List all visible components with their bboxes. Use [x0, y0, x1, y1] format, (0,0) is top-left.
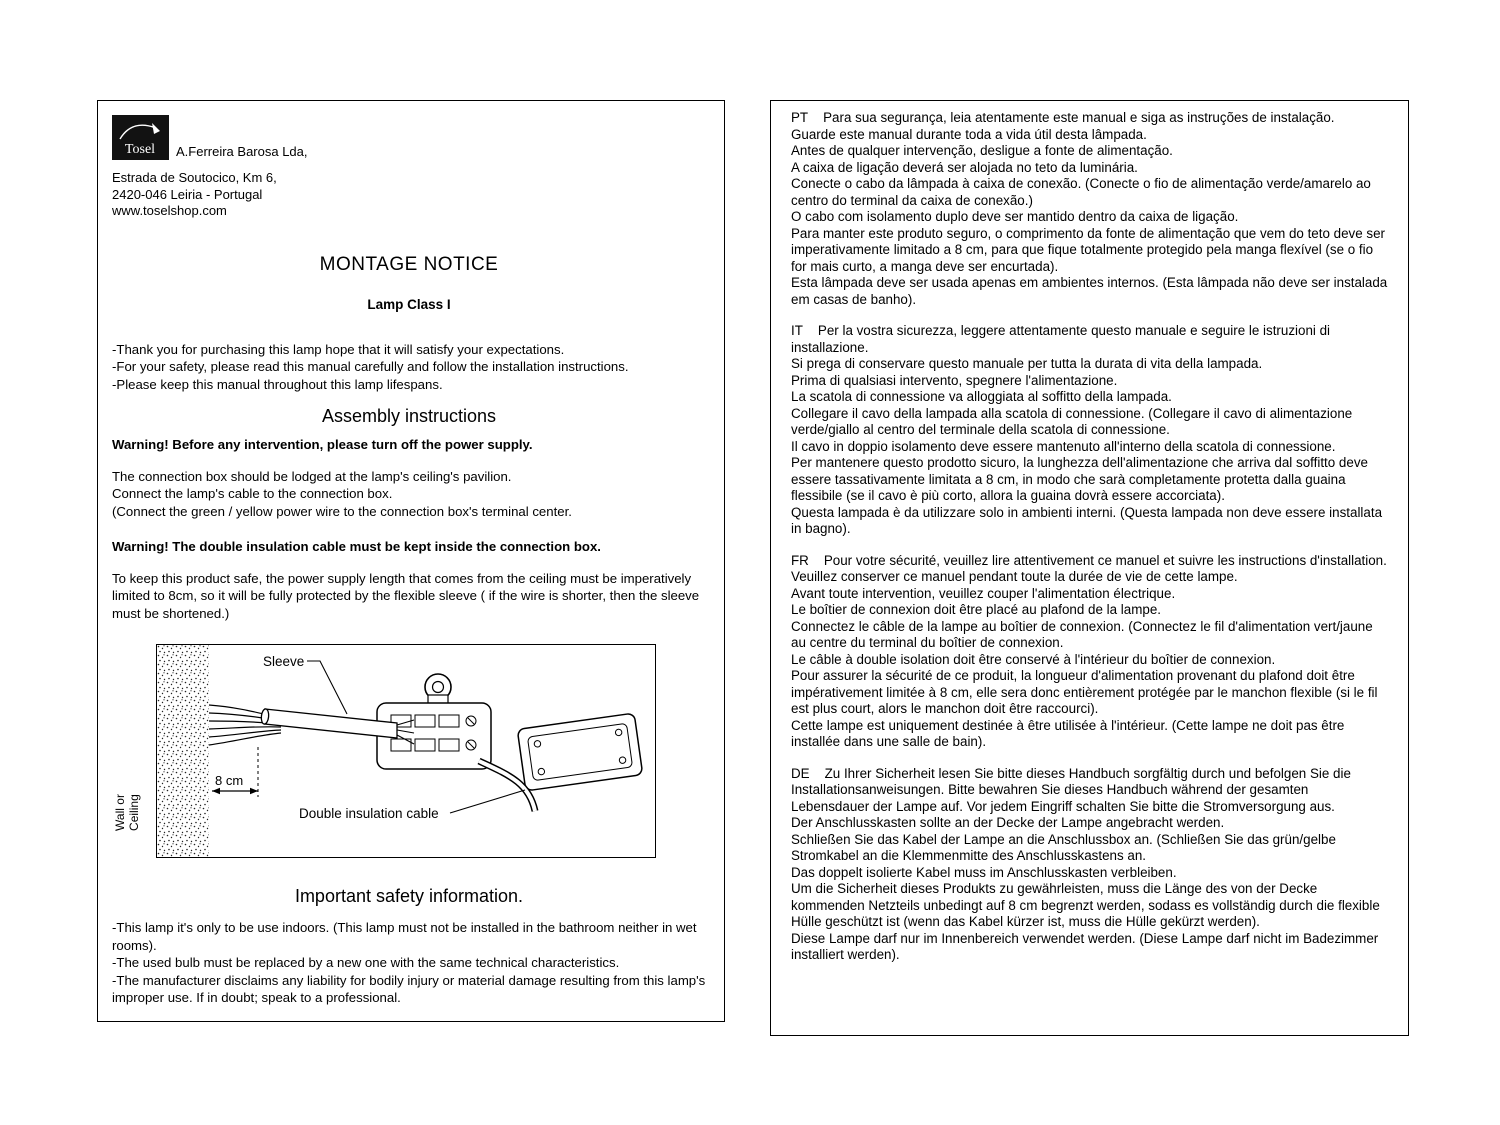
text-line: Le câble à double isolation doit être conservé à l'intérieur du boîtier de connexion. — [791, 651, 1276, 667]
lang-intro-text: Zu Ihrer Sicherheit lesen Sie bitte dieses Handbuch sorgfältig durch und befolgen Sie die Installationsanweisungen. Bitte bewahren Sie dieses Handbuch während der gesamten Lebensdauer der Lampe auf. Vor jedem Eingriff schalten Sie bitte die Stromversorgung aus. — [791, 765, 1351, 814]
text-line: The connection box should be lodged at the lamp's ceiling's pavilion. — [112, 468, 512, 484]
warning-insulation: Warning! The double insulation cable must be kept inside the connection box. — [112, 539, 601, 554]
text-line: Per mantenere questo prodotto sicuro, la lunghezza dell'alimentazione che arriva dal soffitto deve essere tassativamente limitata a 8 cm, in modo che sarà completamente protetta dalla guaina flessibile (se il cavo è più corto, allora la guaina dovrà essere accorciata). — [791, 455, 1368, 503]
lang-intro-line — [791, 766, 1390, 816]
lang-body-fr — [791, 586, 1390, 751]
text-line: Avant toute intervention, veuillez couper l'alimentation électrique. — [791, 585, 1176, 601]
lang-intro-line — [791, 110, 1390, 127]
text-line: Ceiling — [126, 794, 141, 831]
lang-section-de — [791, 766, 1390, 964]
company-name: A.Ferreira Barosa Lda, — [176, 144, 308, 159]
text-line: Si prega di conservare questo manuale per tutta la durata di vita della lampada. — [791, 356, 1263, 371]
lang-code-it: IT — [791, 323, 803, 338]
text-line: Cette lampe est uniquement destinée à être utilisée à l'intérieur. (Cette lampe ne doit pas être installée dans une salle de bain). — [791, 717, 1345, 749]
text-line: O cabo com isolamento duplo deve ser mantido dentro da caixa de ligação. — [791, 209, 1239, 224]
sleeve-label: Sleeve — [263, 654, 305, 669]
lang-intro-line — [791, 553, 1390, 586]
tosel-logo — [112, 115, 169, 160]
lang-intro-text: Per la vostra sicurezza, leggere attentamente questo manuale e seguire le istruzioni di installazione. — [791, 323, 1331, 355]
text-line: Estrada de Soutocico, Km 6, — [112, 170, 277, 185]
text-line: -This lamp it's only to be use indoors. (This lamp must not be installed in the bathroom neither in wet rooms). — [112, 920, 697, 953]
page-title: MONTAGE NOTICE — [319, 253, 499, 275]
text-line: Wall or — [112, 794, 127, 831]
lang-code-de: DE — [791, 765, 810, 781]
cover-plate-drawing — [517, 713, 642, 791]
installation-diagram-drawing — [157, 645, 655, 857]
text-line: Questa lampada è da utilizzare solo in ambienti interni. (Questa lampada non deve essere installata in bagno). — [791, 504, 1383, 536]
lang-intro-text: Pour votre sécurité, veuillez lire attentivement ce manuel et suivre les instructions d'installation. Veuillez conserver ce manuel pendant toute la durée de vie de cette lampe. — [791, 552, 1387, 584]
dimension-8cm — [212, 747, 258, 797]
english-panel — [97, 100, 725, 1022]
text-line: Das doppelt isolierte Kabel muss im Anschlusskasten verbleiben. — [791, 864, 1177, 880]
assembly-heading: Assembly instructions — [321, 406, 497, 426]
lang-intro-text: Para sua segurança, leia atentamente este manual e siga as instruções de instalação. — [823, 110, 1335, 125]
company-address — [112, 170, 706, 220]
logo-wordmark: Tosel — [124, 142, 156, 157]
text-line: Connect the lamp's cable to the connection box. — [112, 486, 393, 501]
lang-body-pt — [791, 127, 1390, 309]
text-line: Connectez le câble de la lampe au boîtier de connexion. (Connectez le fil d'alimentation vert/jaune au centre du terminal du boîtier de connexion. — [791, 618, 1373, 650]
text-line: Guarde este manual durante toda a vida útil desta lâmpada. — [791, 126, 1147, 142]
wall-ceiling-label — [114, 794, 141, 831]
text-line: Schließen Sie das Kabel der Lampe an die Anschlussbox an. (Schließen Sie das grün/gelbe Stromkabel an die Klemmenmitte des Anschlusskastens an. — [791, 831, 1336, 863]
text-line: A caixa de ligação deverá ser alojada no teto da luminária. — [791, 159, 1138, 175]
text-line: -The manufacturer disclaims any liability for bodily injury or material damage resulting from this lamp's improper use. If in doubt; speak to a professional. — [112, 972, 706, 1005]
text-line: Esta lâmpada deve ser usada apenas em ambientes internos. (Esta lâmpada não deve ser instalada em casas de banho). — [791, 275, 1388, 307]
text-line: Il cavo in doppio isolamento deve essere mantenuto all'interno della scatola di connessione. — [791, 438, 1336, 454]
assembly-diagram — [112, 644, 656, 858]
text-line: -Please keep this manual throughout this lamp lifespans. — [112, 376, 443, 392]
safety-heading: Important safety information. — [294, 886, 524, 906]
length-paragraph: To keep this product safe, the power supply length that comes from the ceiling must be imperatively limited to 8cm, so it will be fully protected by the flexible sleeve ( if the wire is shorter, then the sleeve must be shortened.) — [112, 570, 700, 621]
text-line: www.toselshop.com — [112, 203, 227, 218]
connection-instructions — [112, 468, 706, 521]
safety-notes — [112, 919, 706, 1007]
text-line: Prima di qualsiasi intervento, spegnere l'alimentazione. — [791, 372, 1118, 388]
text-line: (Connect the green / yellow power wire to the connection box's terminal center. — [112, 503, 572, 519]
cable-label: Double insulation cable — [299, 806, 439, 821]
lang-body-de — [791, 815, 1390, 964]
lang-section-pt — [791, 110, 1390, 308]
intro-notes — [112, 341, 706, 394]
text-line: -Thank you for purchasing this lamp hope that it will satisfy your expectations. — [112, 341, 565, 357]
warning-power-supply: Warning! Before any intervention, please turn off the power supply. — [112, 437, 533, 452]
lang-section-it — [791, 323, 1390, 538]
text-line: Pour assurer la sécurité de ce produit, la longueur d'alimentation provenant du plafond doit être impérativement limitée à 8 cm, elle sera donc entièrement protégée par le manchon flexible (si le fil est plus court, alors le manchon doit être raccourci). — [791, 668, 1378, 716]
lang-intro-line — [791, 323, 1390, 356]
lamp-class-subtitle: Lamp Class I — [367, 296, 451, 312]
lang-code-fr: FR — [791, 552, 809, 568]
text-line: Der Anschlusskasten sollte an der Decke der Lampe angebracht werden. — [791, 815, 1225, 830]
text-line: Conecte o cabo da lâmpada à caixa de conexão. (Conecte o fio de alimentação verde/amarelo ao centro do terminal da caixa de conexão.) — [791, 176, 1371, 208]
text-line: -The used bulb must be replaced by a new one with the same technical characteristics. — [112, 955, 620, 970]
text-line: Diese Lampe darf nur im Innenbereich verwendet werden. (Diese Lampe darf nicht im Badezimmer installiert werden). — [791, 930, 1379, 962]
translations-panel — [770, 100, 1409, 1036]
tosel-logo-icon — [112, 115, 169, 160]
text-line: Para manter este produto seguro, o comprimento da fonte de alimentação que vem do teto deve ser imperativamente limitado a 8 cm, para que fique totalmente protegido pela manga flexível (se o fio for mais curto, a manga deve ser encurtada). — [791, 225, 1386, 274]
lang-section-fr — [791, 553, 1390, 751]
text-line: Antes de qualquer intervenção, desligue a fonte de alimentação. — [791, 143, 1173, 158]
wall-texture — [157, 645, 209, 857]
diagram-frame — [156, 644, 656, 858]
dimension-label: 8 cm — [215, 773, 244, 788]
text-line: Collegare il cavo della lampada alla scatola di connessione. (Collegare il cavo di alimentazione verde/giallo al centro del terminale della scatola di connessione. — [791, 405, 1353, 437]
text-line: La scatola di connessione va alloggiata al soffitto della lampada. — [791, 389, 1172, 404]
text-line: -For your safety, please read this manual carefully and follow the installation instructions. — [112, 359, 629, 374]
mounting-loop — [425, 674, 451, 707]
text-line: Le boîtier de connexion doit être placé au plafond de la lampe. — [791, 602, 1161, 617]
logo-row — [112, 115, 706, 160]
text-line: 2420-046 Leiria - Portugal — [112, 186, 263, 202]
text-line: Um die Sicherheit dieses Produkts zu gewährleisten, muss die Länge des von der Decke kommenden Netzteils unbedingt auf 8 cm begrenzt werden, sodass es vollständig durch die flexible Hülle geschützt ist (wenn das Kabel kürzer ist, muss die Hülle gekürzt werden). — [791, 881, 1380, 929]
lang-body-it — [791, 356, 1390, 538]
lang-code-pt: PT — [791, 110, 809, 125]
